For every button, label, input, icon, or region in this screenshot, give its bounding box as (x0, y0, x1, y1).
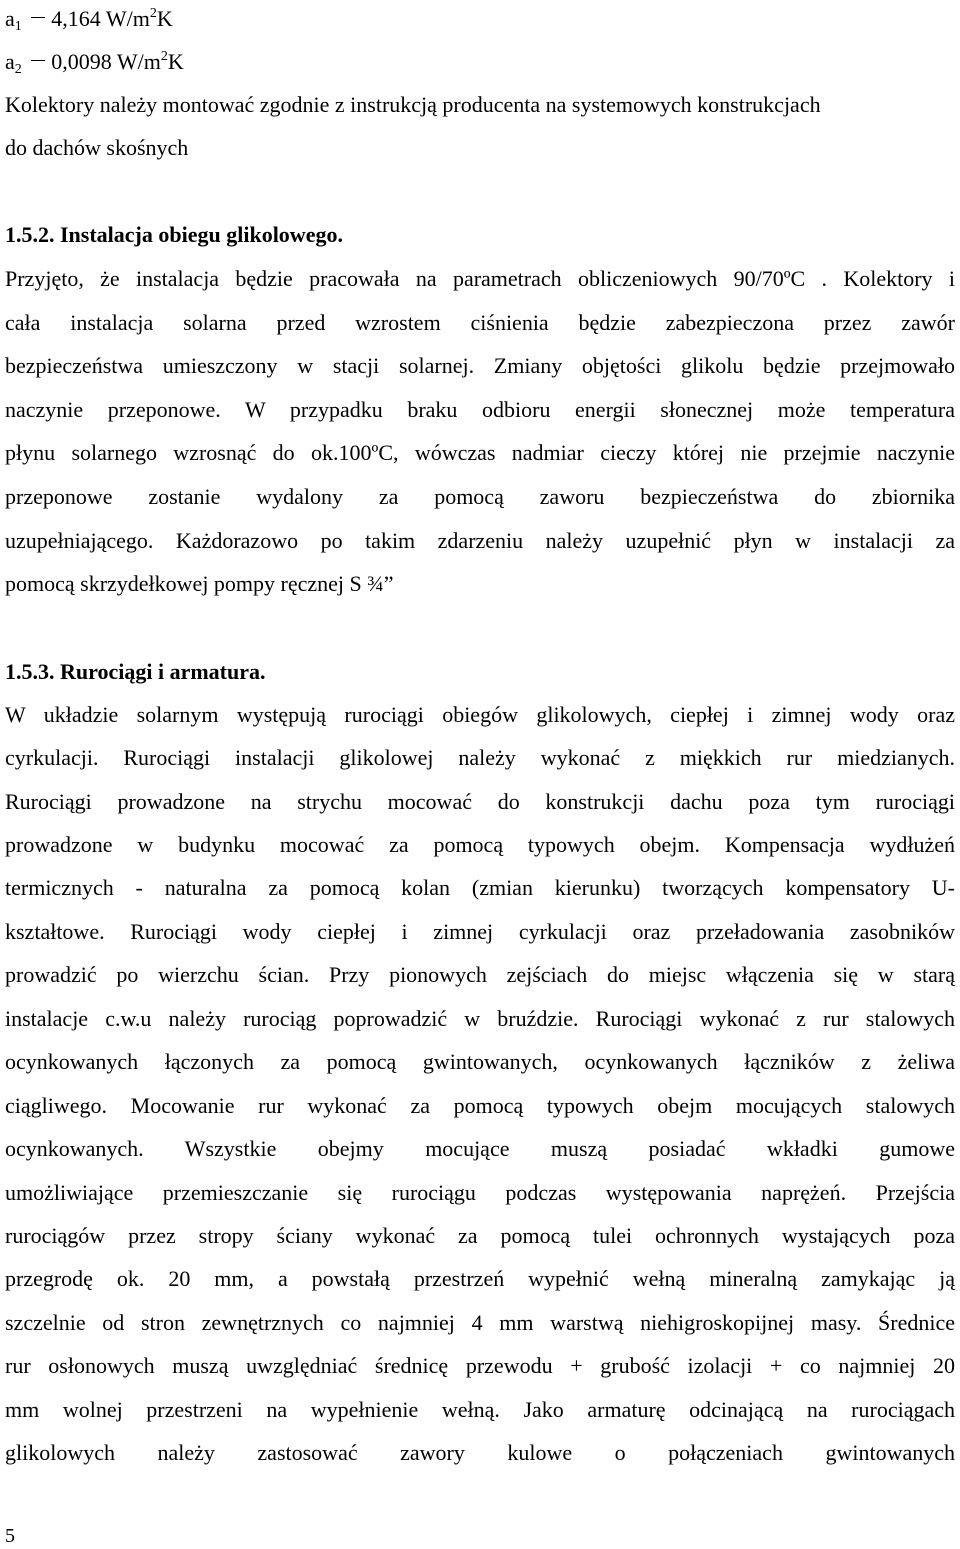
intro-line: do dachów skośnych (5, 135, 189, 160)
coefficient-a1 (5, 6, 173, 36)
coef-index: 1 (14, 19, 22, 34)
page-number: 5 (5, 1525, 15, 1547)
paragraph-line: cyrkulacji. Rurociągi instalacji glikolowej należy wykonać z miękkich rur miedzianych. (5, 745, 955, 770)
paragraph-line: instalacje c.w.u należy rurociąg poprowadzić w bruździe. Rurociągi wykonać z rur stalowych (5, 1006, 955, 1031)
coef-label: a (5, 6, 15, 31)
coef-exp: 2 (149, 6, 157, 21)
paragraph-line: płynu solarnego wzrosnąć do ok.100ºC, wówczas nadmiar cieczy której nie przejmie naczynie (5, 440, 955, 465)
coefficient-a2 (5, 49, 184, 79)
paragraph-line: mm wolnej przestrzeni na wypełnienie wełną. Jako armaturę odcinającą na rurociągach (5, 1397, 955, 1422)
paragraph-line: prowadzone w budynku mocować za pomocą typowych obejm. Kompensacja wydłużeń (5, 832, 955, 857)
paragraph-line: glikolowych należy zastosować zawory kulowe o połączeniach gwintowanych (5, 1440, 955, 1465)
paragraph-line: bezpieczeństwa umieszczony w stacji solarnej. Zmiany objętości glikolu będzie przejmowało (5, 353, 955, 378)
paragraph-line: naczynie przeponowe. W przypadku braku odbioru energii słonecznej może temperatura (5, 397, 955, 422)
coef-label: a (5, 49, 15, 74)
paragraph-line: kształtowe. Rurociągi wody ciepłej i zimnej cyrkulacji oraz przeładowania zasobników (5, 919, 955, 944)
paragraph-line: ciągliwego. Mocowanie rur wykonać za pomocą typowych obejm mocujących stalowych (5, 1093, 955, 1118)
coef-unit-tail: K (156, 6, 173, 31)
paragraph-line: rurociągów przez stropy ściany wykonać za pomocą tulei ochronnych wystających poza (5, 1223, 955, 1248)
paragraph-line: umożliwiające przemieszczanie się rurociągu podczas występowania naprężeń. Przejścia (5, 1180, 955, 1205)
paragraph-line: ocynkowanych łączonych za pomocą gwintowanych, ocynkowanych łączników z żeliwa (5, 1049, 955, 1074)
paragraph-line: cała instalacja solarna przed wzrostem ciśnienia będzie zabezpieczona przez zawór (5, 310, 955, 335)
section-heading: 1.5.3. Rurociągi i armatura. (5, 659, 266, 684)
coef-value: 0,0098 W/m (51, 49, 161, 74)
paragraph-line: pomocą skrzydełkowej pompy ręcznej S ¾” (5, 571, 394, 596)
paragraph-line: W układzie solarnym występują rurociągi obiegów glikolowych, ciepłej i zimnej wody oraz (5, 702, 955, 727)
section-heading: 1.5.2. Instalacja obiegu glikolowego. (5, 222, 343, 247)
paragraph-line: uzupełniającego. Każdorazowo po takim zdarzeniu należy uzupełnić płyn w instalacji za (5, 528, 955, 553)
dash (31, 60, 45, 61)
paragraph-line: rur osłonowych muszą uwzględniać średnicę przewodu + grubość izolacji + co najmniej 20 (5, 1353, 955, 1378)
intro-line: Kolektory należy montować zgodnie z instrukcją producenta na systemowych konstrukcjach (5, 92, 821, 117)
paragraph-line: przeponowe zostanie wydalony za pomocą zaworu bezpieczeństwa do zbiornika (5, 484, 955, 509)
dash (31, 17, 45, 18)
paragraph-line: prowadzić po wierzchu ścian. Przy pionowych zejściach do miejsc włączenia się w starą (5, 962, 955, 987)
paragraph-line: termicznych - naturalna za pomocą kolan (zmian kierunku) tworzących kompensatory U- (5, 875, 955, 900)
coef-value: 4,164 W/m (51, 6, 150, 31)
paragraph-line: Przyjęto, że instalacja będzie pracowała na parametrach obliczeniowych 90/70ºC . Kolektory i (5, 266, 955, 291)
coef-exp: 2 (160, 49, 168, 64)
coef-index: 2 (14, 62, 22, 77)
paragraph-line: ocynkowanych. Wszystkie obejmy mocujące muszą posiadać wkładki gumowe (5, 1136, 955, 1161)
paragraph-line: szczelnie od stron zewnętrznych co najmniej 4 mm warstwą niehigroskopijnej masy. Średnice (5, 1310, 955, 1335)
paragraph-line: przegrodę ok. 20 mm, a powstałą przestrzeń wypełnić wełną mineralną zamykając ją (5, 1266, 955, 1291)
paragraph-line: Rurociągi prowadzone na strychu mocować do konstrukcji dachu poza tym rurociągi (5, 789, 955, 814)
coef-unit-tail: K (167, 49, 184, 74)
